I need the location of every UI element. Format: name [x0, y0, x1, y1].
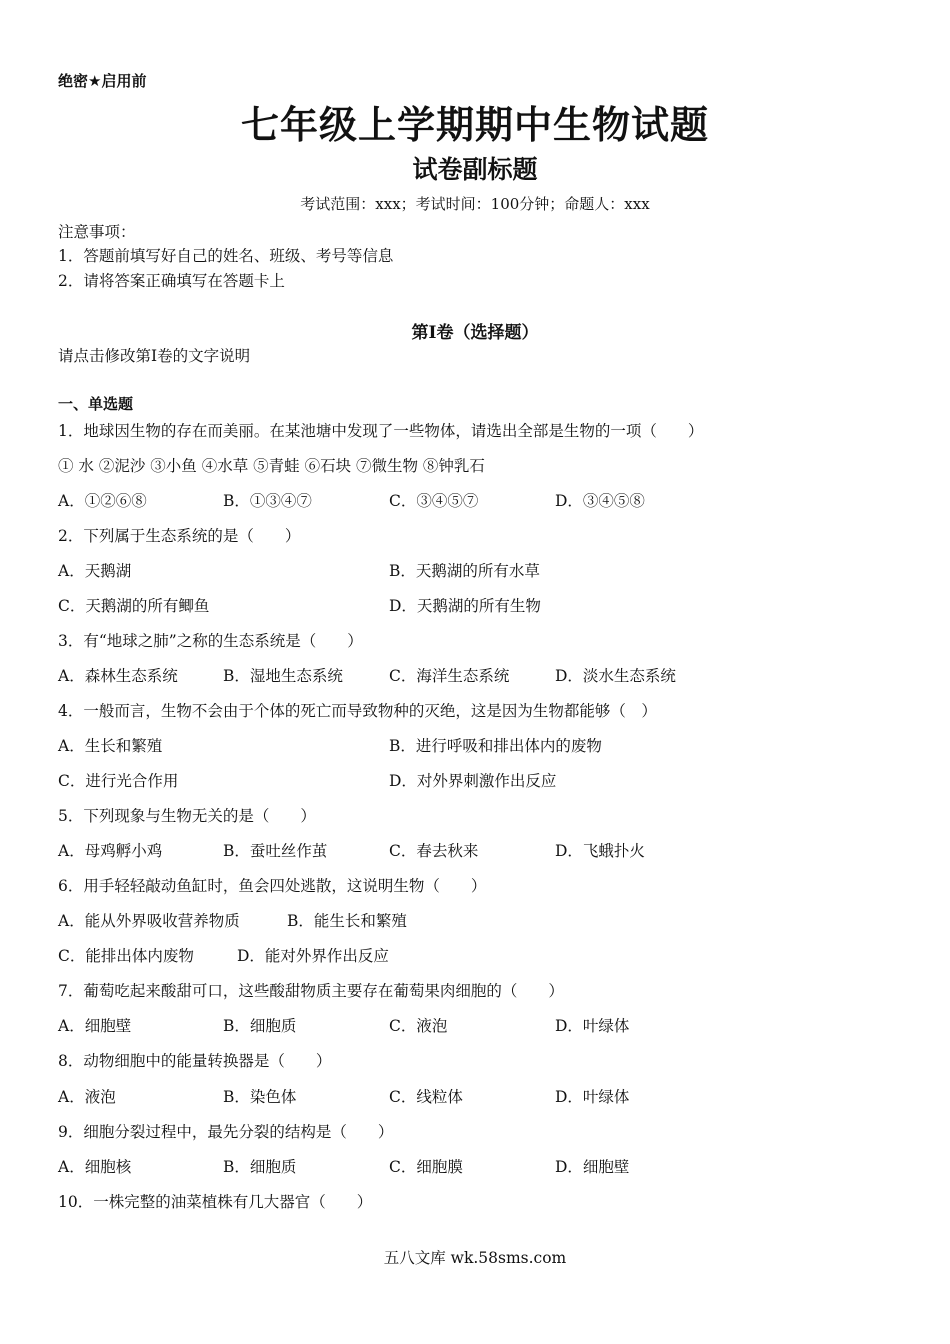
- option-c: C．线粒体: [389, 1088, 463, 1106]
- option-c: C．海洋生态系统: [389, 667, 510, 685]
- option-b: B．湿地生态系统: [223, 667, 343, 685]
- option-d: D．天鹅湖的所有生物: [389, 597, 541, 615]
- option-c: C．进行光合作用: [58, 772, 179, 790]
- option-c: C．能排出体内废物: [58, 947, 194, 965]
- question-stem: 10．一株完整的油菜植株有几大器官（ ）: [58, 1193, 373, 1211]
- option-b: B．染色体: [223, 1088, 297, 1106]
- option-c: C．③④⑤⑦: [389, 492, 479, 510]
- option-a: A．能从外界吸收营养物质: [58, 912, 240, 930]
- footer-watermark: 五八文库 wk.58sms.com: [383, 1249, 567, 1267]
- confidential-mark: 绝密★启用前: [58, 72, 147, 90]
- notes-title: 注意事项：: [58, 223, 136, 241]
- option-b: B．进行呼吸和排出体内的废物: [389, 737, 602, 755]
- question-stem: 7．葡萄吃起来酸甜可口，这些酸甜物质主要存在葡萄果肉细胞的（ ）: [58, 982, 564, 1000]
- option-b: B．细胞质: [223, 1158, 297, 1176]
- question-stem: 3．有“地球之肺”之称的生态系统是（ ）: [58, 632, 363, 650]
- option-d: D．飞蛾扑火: [555, 842, 645, 860]
- question-stem: 6．用手轻轻敲动鱼缸时，鱼会四处逃散，这说明生物（ ）: [58, 877, 487, 895]
- option-a: A．生长和繁殖: [58, 737, 163, 755]
- note-item: 1．答题前填写好自己的姓名、班级、考号等信息: [58, 247, 394, 265]
- option-d: D．对外界刺激作出反应: [389, 772, 557, 790]
- option-b: B．蚕吐丝作茧: [223, 842, 328, 860]
- option-a: A．液泡: [58, 1088, 116, 1106]
- option-a: A．森林生态系统: [58, 667, 178, 685]
- option-a: A．细胞壁: [58, 1017, 132, 1035]
- question-stem: 1．地球因生物的存在而美丽。在某池塘中发现了一些物体，请选出全部是生物的一项（ ）: [58, 422, 704, 440]
- option-b: B．①③④⑦: [223, 492, 312, 510]
- option-a: A．①②⑥⑧: [58, 492, 147, 510]
- note-item: 2．请将答案正确填写在答题卡上: [58, 272, 285, 290]
- question-stem: 9．细胞分裂过程中，最先分裂的结构是（ ）: [58, 1123, 394, 1141]
- option-c: C．细胞膜: [389, 1158, 463, 1176]
- option-c: C．春去秋来: [389, 842, 479, 860]
- question-stem: 4．一般而言，生物不会由于个体的死亡而导致物种的灭绝，这是因为生物都能够（ ）: [58, 702, 657, 720]
- question-stem: 8．动物细胞中的能量转换器是（ ）: [58, 1052, 332, 1070]
- question-stem: 2．下列属于生态系统的是（ ）: [58, 527, 301, 545]
- section-title: 第I卷（选择题）: [411, 323, 539, 343]
- option-a: A．天鹅湖: [58, 562, 132, 580]
- option-d: D．③④⑤⑧: [555, 492, 645, 510]
- question-type-heading: 一、单选题: [58, 395, 134, 413]
- section-description: 请点击修改第I卷的文字说明: [58, 347, 251, 365]
- exam-title: 七年级上学期期中生物试题: [240, 103, 709, 147]
- option-a: A．细胞核: [58, 1158, 132, 1176]
- option-b: B．细胞质: [223, 1017, 297, 1035]
- option-c: C．液泡: [389, 1017, 448, 1035]
- option-d: D．叶绿体: [555, 1017, 630, 1035]
- question-stem: 5．下列现象与生物无关的是（ ）: [58, 807, 316, 825]
- question-items: ① 水 ②泥沙 ③小鱼 ④水草 ⑤青蛙 ⑥石块 ⑦微生物 ⑧钟乳石: [58, 457, 485, 475]
- option-c: C．天鹅湖的所有鲫鱼: [58, 597, 210, 615]
- exam-info: 考试范围：xxx；考试时间：100分钟；命题人：xxx: [300, 195, 650, 213]
- option-d: D．细胞壁: [555, 1158, 630, 1176]
- option-b: B．能生长和繁殖: [287, 912, 407, 930]
- option-d: D．叶绿体: [555, 1088, 630, 1106]
- option-d: D．能对外界作出反应: [237, 947, 389, 965]
- option-b: B．天鹅湖的所有水草: [389, 562, 540, 580]
- option-d: D．淡水生态系统: [555, 667, 676, 685]
- exam-subtitle: 试卷副标题: [412, 155, 538, 184]
- option-a: A．母鸡孵小鸡: [58, 842, 163, 860]
